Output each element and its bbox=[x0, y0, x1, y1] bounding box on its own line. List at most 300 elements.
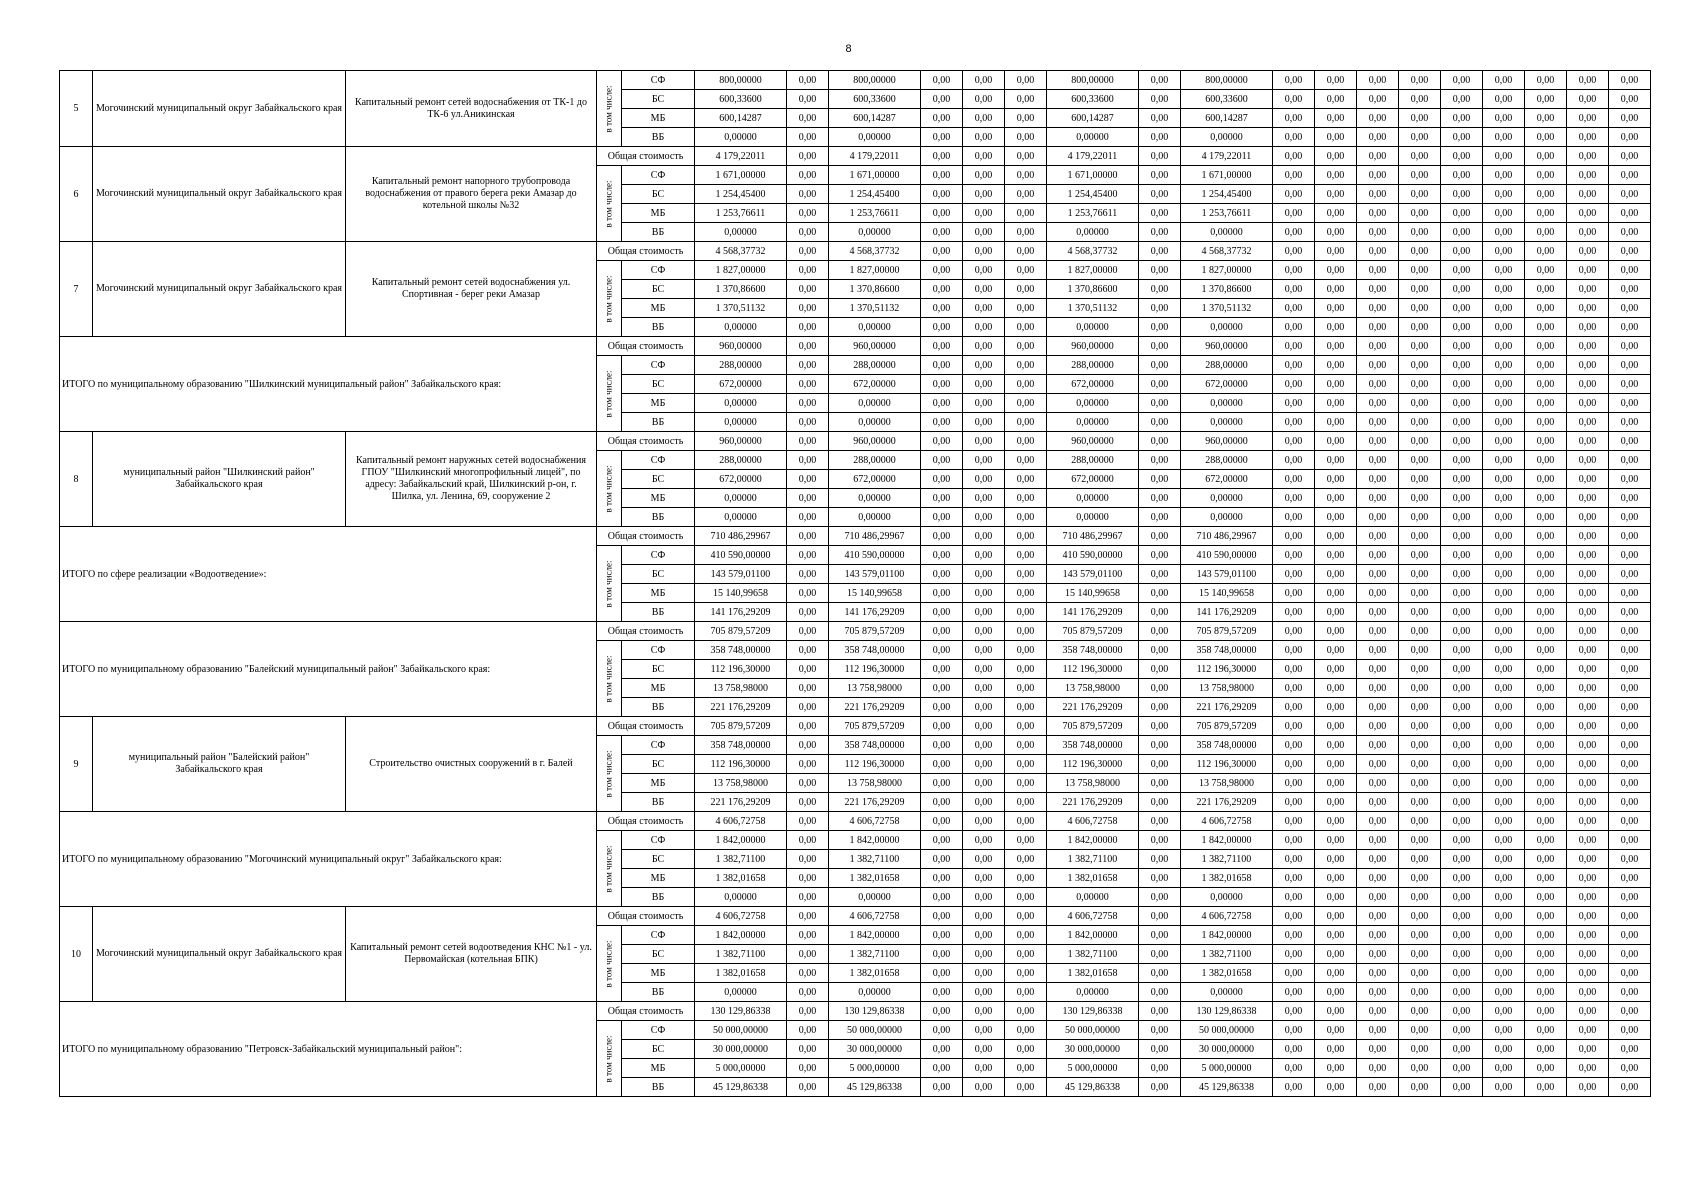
zero-value-cell: 0,00 bbox=[1399, 1040, 1441, 1059]
value-cell: 0,00 bbox=[921, 71, 963, 90]
zero-value-cell: 0,00 bbox=[1315, 356, 1357, 375]
zero-value-cell: 0,00 bbox=[1315, 1059, 1357, 1078]
value-cell: 50 000,00000 bbox=[1181, 1021, 1273, 1040]
value-cell: 0,00 bbox=[787, 774, 829, 793]
zero-value-cell: 0,00 bbox=[1357, 185, 1399, 204]
value-cell: 0,00 bbox=[921, 318, 963, 337]
zero-value-cell: 0,00 bbox=[1441, 546, 1483, 565]
zero-value-cell: 0,00 bbox=[1273, 584, 1315, 603]
value-cell: 112 196,30000 bbox=[695, 660, 787, 679]
value-cell: 0,00 bbox=[963, 375, 1005, 394]
zero-value-cell: 0,00 bbox=[1483, 736, 1525, 755]
value-cell: 0,00 bbox=[963, 1059, 1005, 1078]
funding-source-label: ВБ bbox=[622, 698, 695, 717]
value-cell: 0,00 bbox=[963, 356, 1005, 375]
in-that-number-cell bbox=[597, 261, 622, 337]
value-cell: 45 129,86338 bbox=[695, 1078, 787, 1097]
zero-value-cell: 0,00 bbox=[1483, 850, 1525, 869]
value-cell: 0,00 bbox=[787, 109, 829, 128]
zero-value-cell: 0,00 bbox=[1273, 1059, 1315, 1078]
in-that-number-cell bbox=[597, 451, 622, 527]
value-cell: 0,00 bbox=[1005, 622, 1047, 641]
value-cell: 0,00000 bbox=[695, 318, 787, 337]
value-cell: 0,00 bbox=[1139, 1002, 1181, 1021]
value-cell: 130 129,86338 bbox=[1181, 1002, 1273, 1021]
funding-source-label: СФ bbox=[622, 166, 695, 185]
value-cell: 0,00 bbox=[1005, 166, 1047, 185]
value-cell: 4 568,37732 bbox=[1181, 242, 1273, 261]
row-number-cell: 8 bbox=[60, 432, 93, 527]
value-cell: 0,00 bbox=[1005, 584, 1047, 603]
zero-value-cell: 0,00 bbox=[1567, 565, 1609, 584]
value-cell: 0,00 bbox=[921, 128, 963, 147]
value-cell: 0,00 bbox=[963, 831, 1005, 850]
zero-value-cell: 0,00 bbox=[1315, 698, 1357, 717]
value-cell: 0,00 bbox=[787, 204, 829, 223]
value-cell: 358 748,00000 bbox=[1047, 736, 1139, 755]
value-cell: 0,00 bbox=[787, 527, 829, 546]
zero-value-cell: 0,00 bbox=[1315, 432, 1357, 451]
value-cell: 1 254,45400 bbox=[695, 185, 787, 204]
zero-value-cell: 0,00 bbox=[1315, 641, 1357, 660]
zero-value-cell: 0,00 bbox=[1273, 451, 1315, 470]
zero-value-cell: 0,00 bbox=[1567, 280, 1609, 299]
zero-value-cell: 0,00 bbox=[1273, 1021, 1315, 1040]
page-number: 8 bbox=[845, 43, 852, 55]
value-cell: 130 129,86338 bbox=[695, 1002, 787, 1021]
zero-value-cell: 0,00 bbox=[1399, 812, 1441, 831]
value-cell: 0,00 bbox=[1005, 128, 1047, 147]
value-cell: 0,00 bbox=[787, 185, 829, 204]
zero-value-cell: 0,00 bbox=[1483, 774, 1525, 793]
funding-source-label: БС bbox=[622, 375, 695, 394]
funding-source-label: СФ bbox=[622, 356, 695, 375]
funding-source-label: МБ bbox=[622, 109, 695, 128]
value-cell: 1 827,00000 bbox=[695, 261, 787, 280]
zero-value-cell: 0,00 bbox=[1315, 584, 1357, 603]
value-cell: 1 382,71100 bbox=[1047, 945, 1139, 964]
value-cell: 0,00 bbox=[963, 565, 1005, 584]
zero-value-cell: 0,00 bbox=[1357, 603, 1399, 622]
zero-value-cell: 0,00 bbox=[1609, 71, 1651, 90]
zero-value-cell: 0,00 bbox=[1483, 432, 1525, 451]
value-cell: 0,00000 bbox=[1181, 983, 1273, 1002]
zero-value-cell: 0,00 bbox=[1273, 622, 1315, 641]
zero-value-cell: 0,00 bbox=[1273, 869, 1315, 888]
project-description-cell: Капитальный ремонт наружных сетей водоснабжения ГПОУ "Шилкинский многопрофильный лицей", по адресу: Забайкальский край, Шилкинский р-он, г. Шилка, ул. Ленина, 69, сооружение 2 bbox=[346, 432, 597, 527]
zero-value-cell: 0,00 bbox=[1567, 185, 1609, 204]
value-cell: 600,14287 bbox=[829, 109, 921, 128]
zero-value-cell: 0,00 bbox=[1567, 831, 1609, 850]
zero-value-cell: 0,00 bbox=[1483, 660, 1525, 679]
zero-value-cell: 0,00 bbox=[1357, 679, 1399, 698]
zero-value-cell: 0,00 bbox=[1483, 869, 1525, 888]
zero-value-cell: 0,00 bbox=[1315, 109, 1357, 128]
value-cell: 0,00 bbox=[787, 907, 829, 926]
value-cell: 0,00 bbox=[787, 888, 829, 907]
value-cell: 5 000,00000 bbox=[829, 1059, 921, 1078]
zero-value-cell: 0,00 bbox=[1525, 907, 1567, 926]
zero-value-cell: 0,00 bbox=[1525, 489, 1567, 508]
zero-value-cell: 0,00 bbox=[1399, 508, 1441, 527]
zero-value-cell: 0,00 bbox=[1273, 717, 1315, 736]
zero-value-cell: 0,00 bbox=[1525, 774, 1567, 793]
table-body bbox=[60, 71, 1651, 1097]
zero-value-cell: 0,00 bbox=[1357, 1021, 1399, 1040]
zero-value-cell: 0,00 bbox=[1525, 375, 1567, 394]
value-cell: 672,00000 bbox=[1047, 470, 1139, 489]
total-cost-label: Общая стоимость bbox=[597, 622, 695, 641]
value-cell: 358 748,00000 bbox=[695, 736, 787, 755]
value-cell: 15 140,99658 bbox=[829, 584, 921, 603]
funding-source-label: МБ bbox=[622, 584, 695, 603]
value-cell: 13 758,98000 bbox=[695, 679, 787, 698]
value-cell: 0,00 bbox=[787, 508, 829, 527]
zero-value-cell: 0,00 bbox=[1525, 527, 1567, 546]
value-cell: 0,00 bbox=[1139, 204, 1181, 223]
zero-value-cell: 0,00 bbox=[1567, 888, 1609, 907]
value-cell: 672,00000 bbox=[695, 470, 787, 489]
zero-value-cell: 0,00 bbox=[1525, 166, 1567, 185]
zero-value-cell: 0,00 bbox=[1399, 831, 1441, 850]
zero-value-cell: 0,00 bbox=[1441, 261, 1483, 280]
organization-cell: муниципальный район "Шилкинский район" Забайкальского края bbox=[93, 432, 346, 527]
value-cell: 0,00 bbox=[963, 812, 1005, 831]
value-cell: 0,00 bbox=[1139, 375, 1181, 394]
zero-value-cell: 0,00 bbox=[1357, 546, 1399, 565]
value-cell: 0,00 bbox=[787, 489, 829, 508]
zero-value-cell: 0,00 bbox=[1357, 755, 1399, 774]
value-cell: 0,00 bbox=[1139, 869, 1181, 888]
zero-value-cell: 0,00 bbox=[1273, 926, 1315, 945]
total-cost-label: Общая стоимость bbox=[597, 812, 695, 831]
zero-value-cell: 0,00 bbox=[1567, 926, 1609, 945]
organization-cell: Могочинский муниципальный округ Забайкальского края bbox=[93, 907, 346, 1002]
value-cell: 960,00000 bbox=[1181, 337, 1273, 356]
zero-value-cell: 0,00 bbox=[1441, 356, 1483, 375]
zero-value-cell: 0,00 bbox=[1525, 679, 1567, 698]
value-cell: 0,00 bbox=[1139, 337, 1181, 356]
value-cell: 0,00 bbox=[921, 793, 963, 812]
zero-value-cell: 0,00 bbox=[1357, 565, 1399, 584]
zero-value-cell: 0,00 bbox=[1315, 71, 1357, 90]
value-cell: 800,00000 bbox=[695, 71, 787, 90]
value-cell: 0,00 bbox=[963, 888, 1005, 907]
funding-source-label: ВБ bbox=[622, 413, 695, 432]
zero-value-cell: 0,00 bbox=[1609, 907, 1651, 926]
value-cell: 0,00 bbox=[963, 1002, 1005, 1021]
value-cell: 0,00 bbox=[921, 755, 963, 774]
zero-value-cell: 0,00 bbox=[1399, 565, 1441, 584]
value-cell: 0,00 bbox=[787, 470, 829, 489]
zero-value-cell: 0,00 bbox=[1399, 451, 1441, 470]
value-cell: 0,00000 bbox=[829, 223, 921, 242]
value-cell: 0,00000 bbox=[1047, 413, 1139, 432]
value-cell: 1 842,00000 bbox=[829, 926, 921, 945]
value-cell: 0,00000 bbox=[1181, 318, 1273, 337]
zero-value-cell: 0,00 bbox=[1357, 166, 1399, 185]
value-cell: 1 253,76611 bbox=[1181, 204, 1273, 223]
zero-value-cell: 0,00 bbox=[1399, 698, 1441, 717]
zero-value-cell: 0,00 bbox=[1609, 223, 1651, 242]
table-row bbox=[60, 147, 1651, 166]
value-cell: 0,00 bbox=[1139, 983, 1181, 1002]
zero-value-cell: 0,00 bbox=[1609, 261, 1651, 280]
zero-value-cell: 0,00 bbox=[1273, 204, 1315, 223]
zero-value-cell: 0,00 bbox=[1399, 945, 1441, 964]
zero-value-cell: 0,00 bbox=[1525, 698, 1567, 717]
value-cell: 1 382,71100 bbox=[1181, 945, 1273, 964]
in-that-number-label: в том числе: bbox=[603, 845, 614, 892]
value-cell: 0,00 bbox=[1139, 432, 1181, 451]
value-cell: 1 382,71100 bbox=[829, 850, 921, 869]
subtotal-label-cell: ИТОГО по муниципальному образованию "Петровск-Забайкальский муниципальный район": bbox=[60, 1002, 597, 1097]
value-cell: 0,00 bbox=[787, 869, 829, 888]
value-cell: 0,00 bbox=[921, 451, 963, 470]
zero-value-cell: 0,00 bbox=[1483, 261, 1525, 280]
value-cell: 358 748,00000 bbox=[829, 641, 921, 660]
value-cell: 0,00 bbox=[1005, 451, 1047, 470]
value-cell: 0,00 bbox=[921, 185, 963, 204]
zero-value-cell: 0,00 bbox=[1609, 299, 1651, 318]
zero-value-cell: 0,00 bbox=[1567, 394, 1609, 413]
value-cell: 288,00000 bbox=[829, 356, 921, 375]
zero-value-cell: 0,00 bbox=[1567, 1078, 1609, 1097]
value-cell: 0,00 bbox=[787, 337, 829, 356]
value-cell: 4 606,72758 bbox=[695, 812, 787, 831]
zero-value-cell: 0,00 bbox=[1441, 147, 1483, 166]
value-cell: 0,00 bbox=[921, 774, 963, 793]
in-that-number-label: в том числе: bbox=[603, 940, 614, 987]
value-cell: 130 129,86338 bbox=[829, 1002, 921, 1021]
zero-value-cell: 0,00 bbox=[1525, 432, 1567, 451]
zero-value-cell: 0,00 bbox=[1567, 660, 1609, 679]
value-cell: 1 827,00000 bbox=[1047, 261, 1139, 280]
zero-value-cell: 0,00 bbox=[1357, 698, 1399, 717]
zero-value-cell: 0,00 bbox=[1567, 698, 1609, 717]
value-cell: 0,00 bbox=[921, 1040, 963, 1059]
zero-value-cell: 0,00 bbox=[1273, 850, 1315, 869]
zero-value-cell: 0,00 bbox=[1399, 280, 1441, 299]
zero-value-cell: 0,00 bbox=[1525, 869, 1567, 888]
zero-value-cell: 0,00 bbox=[1567, 793, 1609, 812]
value-cell: 600,33600 bbox=[1181, 90, 1273, 109]
zero-value-cell: 0,00 bbox=[1315, 869, 1357, 888]
funding-source-label: СФ bbox=[622, 261, 695, 280]
zero-value-cell: 0,00 bbox=[1567, 299, 1609, 318]
zero-value-cell: 0,00 bbox=[1525, 945, 1567, 964]
zero-value-cell: 0,00 bbox=[1357, 394, 1399, 413]
value-cell: 143 579,01100 bbox=[829, 565, 921, 584]
zero-value-cell: 0,00 bbox=[1525, 1002, 1567, 1021]
zero-value-cell: 0,00 bbox=[1357, 261, 1399, 280]
zero-value-cell: 0,00 bbox=[1273, 356, 1315, 375]
value-cell: 1 382,71100 bbox=[695, 945, 787, 964]
zero-value-cell: 0,00 bbox=[1483, 888, 1525, 907]
zero-value-cell: 0,00 bbox=[1441, 1059, 1483, 1078]
zero-value-cell: 0,00 bbox=[1441, 679, 1483, 698]
value-cell: 13 758,98000 bbox=[829, 679, 921, 698]
funding-source-label: ВБ bbox=[622, 793, 695, 812]
value-cell: 4 179,22011 bbox=[1181, 147, 1273, 166]
zero-value-cell: 0,00 bbox=[1315, 736, 1357, 755]
value-cell: 4 568,37732 bbox=[695, 242, 787, 261]
value-cell: 0,00 bbox=[921, 964, 963, 983]
zero-value-cell: 0,00 bbox=[1525, 90, 1567, 109]
in-that-number-label: в том числе: bbox=[603, 85, 614, 132]
value-cell: 1 671,00000 bbox=[1181, 166, 1273, 185]
value-cell: 0,00000 bbox=[1047, 318, 1139, 337]
zero-value-cell: 0,00 bbox=[1609, 565, 1651, 584]
funding-source-label: МБ bbox=[622, 204, 695, 223]
zero-value-cell: 0,00 bbox=[1525, 622, 1567, 641]
total-cost-label: Общая стоимость bbox=[597, 907, 695, 926]
funding-source-label: БС bbox=[622, 280, 695, 299]
value-cell: 0,00 bbox=[1139, 451, 1181, 470]
value-cell: 1 370,51132 bbox=[1047, 299, 1139, 318]
organization-cell: Могочинский муниципальный округ Забайкальского края bbox=[93, 242, 346, 337]
zero-value-cell: 0,00 bbox=[1609, 147, 1651, 166]
zero-value-cell: 0,00 bbox=[1273, 280, 1315, 299]
zero-value-cell: 0,00 bbox=[1525, 242, 1567, 261]
zero-value-cell: 0,00 bbox=[1609, 584, 1651, 603]
zero-value-cell: 0,00 bbox=[1567, 1002, 1609, 1021]
organization-cell: Могочинский муниципальный округ Забайкальского края bbox=[93, 71, 346, 147]
zero-value-cell: 0,00 bbox=[1609, 413, 1651, 432]
value-cell: 45 129,86338 bbox=[829, 1078, 921, 1097]
value-cell: 0,00000 bbox=[1181, 888, 1273, 907]
in-that-number-cell bbox=[597, 1021, 622, 1097]
funding-source-label: БС bbox=[622, 185, 695, 204]
value-cell: 1 253,76611 bbox=[1047, 204, 1139, 223]
value-cell: 0,00 bbox=[1139, 508, 1181, 527]
value-cell: 0,00 bbox=[787, 1078, 829, 1097]
value-cell: 4 606,72758 bbox=[1047, 907, 1139, 926]
value-cell: 0,00 bbox=[921, 356, 963, 375]
value-cell: 672,00000 bbox=[829, 375, 921, 394]
value-cell: 13 758,98000 bbox=[1047, 774, 1139, 793]
value-cell: 0,00 bbox=[787, 793, 829, 812]
value-cell: 130 129,86338 bbox=[1047, 1002, 1139, 1021]
zero-value-cell: 0,00 bbox=[1399, 242, 1441, 261]
zero-value-cell: 0,00 bbox=[1315, 394, 1357, 413]
zero-value-cell: 0,00 bbox=[1399, 660, 1441, 679]
zero-value-cell: 0,00 bbox=[1525, 128, 1567, 147]
table-row bbox=[60, 337, 1651, 356]
zero-value-cell: 0,00 bbox=[1441, 926, 1483, 945]
table-row bbox=[60, 907, 1651, 926]
value-cell: 0,00 bbox=[1139, 850, 1181, 869]
value-cell: 0,00 bbox=[921, 375, 963, 394]
value-cell: 1 382,01658 bbox=[1047, 964, 1139, 983]
value-cell: 600,14287 bbox=[1047, 109, 1139, 128]
value-cell: 0,00 bbox=[963, 147, 1005, 166]
value-cell: 0,00 bbox=[787, 736, 829, 755]
value-cell: 1 382,71100 bbox=[829, 945, 921, 964]
in-that-number-label: в том числе: bbox=[603, 655, 614, 702]
zero-value-cell: 0,00 bbox=[1399, 622, 1441, 641]
value-cell: 0,00 bbox=[921, 470, 963, 489]
value-cell: 0,00 bbox=[1139, 964, 1181, 983]
zero-value-cell: 0,00 bbox=[1567, 451, 1609, 470]
value-cell: 600,14287 bbox=[1181, 109, 1273, 128]
zero-value-cell: 0,00 bbox=[1441, 945, 1483, 964]
value-cell: 0,00 bbox=[787, 128, 829, 147]
value-cell: 0,00 bbox=[963, 128, 1005, 147]
value-cell: 0,00 bbox=[921, 869, 963, 888]
value-cell: 0,00 bbox=[921, 622, 963, 641]
zero-value-cell: 0,00 bbox=[1525, 641, 1567, 660]
zero-value-cell: 0,00 bbox=[1525, 1078, 1567, 1097]
zero-value-cell: 0,00 bbox=[1525, 109, 1567, 128]
zero-value-cell: 0,00 bbox=[1483, 375, 1525, 394]
value-cell: 0,00000 bbox=[1181, 394, 1273, 413]
value-cell: 141 176,29209 bbox=[1181, 603, 1273, 622]
value-cell: 221 176,29209 bbox=[829, 793, 921, 812]
zero-value-cell: 0,00 bbox=[1567, 204, 1609, 223]
zero-value-cell: 0,00 bbox=[1567, 71, 1609, 90]
zero-value-cell: 0,00 bbox=[1315, 679, 1357, 698]
value-cell: 1 382,01658 bbox=[1047, 869, 1139, 888]
zero-value-cell: 0,00 bbox=[1273, 261, 1315, 280]
zero-value-cell: 0,00 bbox=[1441, 698, 1483, 717]
zero-value-cell: 0,00 bbox=[1609, 812, 1651, 831]
zero-value-cell: 0,00 bbox=[1483, 717, 1525, 736]
zero-value-cell: 0,00 bbox=[1609, 660, 1651, 679]
value-cell: 0,00 bbox=[787, 261, 829, 280]
value-cell: 0,00 bbox=[921, 204, 963, 223]
value-cell: 0,00 bbox=[1139, 565, 1181, 584]
value-cell: 0,00 bbox=[1005, 888, 1047, 907]
zero-value-cell: 0,00 bbox=[1483, 1040, 1525, 1059]
value-cell: 0,00 bbox=[921, 679, 963, 698]
zero-value-cell: 0,00 bbox=[1357, 812, 1399, 831]
zero-value-cell: 0,00 bbox=[1315, 318, 1357, 337]
value-cell: 1 370,51132 bbox=[1181, 299, 1273, 318]
zero-value-cell: 0,00 bbox=[1357, 964, 1399, 983]
value-cell: 672,00000 bbox=[1181, 375, 1273, 394]
value-cell: 600,14287 bbox=[695, 109, 787, 128]
value-cell: 0,00 bbox=[921, 147, 963, 166]
value-cell: 221 176,29209 bbox=[1047, 698, 1139, 717]
value-cell: 0,00 bbox=[1139, 622, 1181, 641]
zero-value-cell: 0,00 bbox=[1567, 90, 1609, 109]
funding-source-label: ВБ bbox=[622, 603, 695, 622]
value-cell: 0,00 bbox=[1139, 356, 1181, 375]
zero-value-cell: 0,00 bbox=[1609, 603, 1651, 622]
zero-value-cell: 0,00 bbox=[1357, 508, 1399, 527]
value-cell: 0,00 bbox=[921, 337, 963, 356]
zero-value-cell: 0,00 bbox=[1273, 1002, 1315, 1021]
value-cell: 30 000,00000 bbox=[829, 1040, 921, 1059]
value-cell: 1 254,45400 bbox=[829, 185, 921, 204]
value-cell: 0,00 bbox=[1005, 964, 1047, 983]
zero-value-cell: 0,00 bbox=[1609, 451, 1651, 470]
value-cell: 960,00000 bbox=[695, 337, 787, 356]
zero-value-cell: 0,00 bbox=[1525, 451, 1567, 470]
value-cell: 0,00 bbox=[1005, 375, 1047, 394]
zero-value-cell: 0,00 bbox=[1483, 945, 1525, 964]
value-cell: 0,00 bbox=[963, 299, 1005, 318]
funding-source-label: ВБ bbox=[622, 508, 695, 527]
funding-source-label: ВБ bbox=[622, 983, 695, 1002]
value-cell: 0,00 bbox=[1139, 147, 1181, 166]
value-cell: 1 382,71100 bbox=[1047, 850, 1139, 869]
value-cell: 0,00000 bbox=[695, 489, 787, 508]
value-cell: 0,00 bbox=[1005, 793, 1047, 812]
value-cell: 0,00 bbox=[1005, 565, 1047, 584]
total-cost-label: Общая стоимость bbox=[597, 147, 695, 166]
